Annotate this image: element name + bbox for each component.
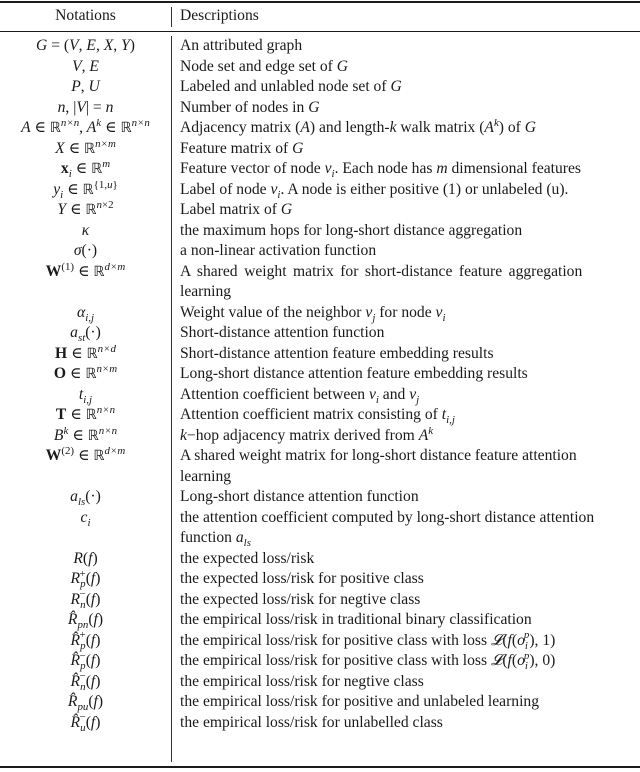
description-cell: A shared weight matrix for long-short distance feature attention bbox=[180, 447, 577, 464]
description-cell: the empirical loss/risk for negtive class bbox=[180, 672, 424, 690]
notation-cell: $x_i$ ∈ ℝ$^m$ bbox=[60, 157, 111, 181]
description-cell: the expected loss/risk for positive class bbox=[180, 570, 424, 587]
notation-cell: A ∈ ℝ$^{n\times n}$, $A^k$ ∈ ℝ$^{n\times n}$ bbox=[21, 116, 150, 136]
description-cell: Attention coefficient matrix consisting of $t_{i,j}$ bbox=[180, 406, 455, 427]
notation-cell: H ∈ ℝ$^{n\times d}$ bbox=[55, 342, 116, 362]
notation-cell: $y_i$ ∈ ℝ$^{\{1,u\}}$ bbox=[53, 178, 118, 201]
description-cell: function $a_{ls}$ bbox=[180, 529, 251, 550]
bottom-rule bbox=[0, 766, 640, 768]
description-cell: the empirical loss/risk for unlabelled class bbox=[180, 713, 443, 731]
notation-cell: $t_{i,j}$ bbox=[78, 385, 93, 406]
description-cell: the maximum hops for long-short distance aggregation bbox=[180, 221, 523, 239]
description-cell: Node set and edge set of G bbox=[180, 57, 349, 75]
notation-cell: P, U bbox=[71, 78, 100, 95]
notation-cell: $R̂_u^-(f)$ bbox=[70, 711, 101, 734]
description-cell: Short-distance attention function bbox=[180, 324, 385, 341]
description-cell: k−hop adjacency matrix derived from $A^k$ bbox=[180, 424, 434, 444]
notation-cell: n, |V| = n bbox=[57, 98, 114, 116]
description-cell: Long-short distance attention function bbox=[180, 488, 419, 505]
notation-cell: $R̂_{pu}(f)$ bbox=[67, 693, 104, 714]
description-cell: the attention coefficient computed by long-short distance attention bbox=[180, 508, 595, 526]
notation-cell: $R̂_p^-(f)$ bbox=[70, 649, 101, 673]
notation-cell: X ∈ ℝ$^{n\times m}$ bbox=[55, 137, 116, 157]
notation-cell: Y ∈ ℝ$^{n\times 2}$ bbox=[57, 198, 114, 218]
description-cell: Label matrix of G bbox=[180, 201, 293, 218]
description-cell: a non-linear activation function bbox=[180, 242, 377, 259]
description-cell: the empirical loss/risk for positive class with loss $𝓛(f(o_i^p)$, 0) bbox=[180, 649, 556, 673]
notation-cell: $\alpha_{i,j}$ bbox=[77, 303, 94, 324]
notation-cell: T ∈ ℝ$^{n\times n}$ bbox=[55, 403, 116, 423]
description-cell: Feature vector of node $v_i$. Each node has m dimensional features bbox=[180, 160, 581, 181]
header-notations: Notations bbox=[55, 7, 116, 24]
notation-cell: G = (V, E, X, Y) bbox=[36, 37, 135, 54]
description-cell: Feature matrix of G bbox=[180, 139, 304, 157]
column-divider bbox=[171, 36, 172, 762]
notation-cell: $c_i$ bbox=[80, 508, 91, 529]
description-cell: the empirical loss/risk for positive class with loss $𝓛(f(o_i^p)$, 1) bbox=[180, 629, 556, 652]
notation-cell: $W^{(2)}$ ∈ ℝ$^{d\times m}$ bbox=[45, 444, 126, 464]
notation-cell: $R_n^-(f)$ bbox=[70, 588, 101, 611]
description-cell: An attributed graph bbox=[180, 37, 303, 54]
notation-cell: $R_p^+(f)$ bbox=[70, 567, 101, 591]
description-cell: Short-distance attention feature embedding results bbox=[180, 344, 494, 362]
description-cell: Label of node $v_i$. A node is either positive (1) or unlabeled (u). bbox=[180, 180, 569, 201]
notation-cell: $W^{(1)}$ ∈ ℝ$^{d\times m}$ bbox=[45, 260, 126, 280]
header-rule bbox=[0, 31, 640, 32]
description-cell: the expected loss/risk for negtive class bbox=[180, 590, 421, 608]
top-rule bbox=[0, 1, 640, 3]
notation-cell: $R̂_n^-(f)$ bbox=[70, 670, 101, 693]
description-cell: learning bbox=[180, 467, 232, 485]
description-cell: Number of nodes in G bbox=[180, 98, 320, 116]
description-cell: the expected loss/risk bbox=[180, 549, 315, 567]
notation-cell: $a_{ls}(\cdot)$ bbox=[70, 488, 101, 509]
notation-cell: $R̂_p^+(f)$ bbox=[70, 629, 101, 652]
notation-cell: $a_{st}(\cdot)$ bbox=[70, 324, 101, 345]
description-cell: Attention coefficient between $v_i$ and $v_j$ bbox=[180, 385, 420, 406]
description-cell: learning bbox=[180, 283, 232, 300]
notation-cell: O ∈ ℝ$^{n\times m}$ bbox=[53, 362, 118, 382]
notation-cell: V, E bbox=[72, 57, 99, 75]
notation-cell: $B^k$ ∈ ℝ$^{n\times n}$ bbox=[53, 424, 118, 444]
description-cell: Weight value of the neighbor $v_j$ for node $v_i$ bbox=[180, 303, 446, 324]
description-cell: the empirical loss/risk for positive and unlabeled learning bbox=[180, 693, 539, 710]
notation-cell: κ bbox=[81, 221, 90, 239]
description-cell: Long-short distance attention feature embedding results bbox=[180, 365, 528, 382]
header-descriptions: Descriptions bbox=[180, 7, 259, 24]
notation-cell: $R̂_{pn}(f)$ bbox=[67, 611, 104, 632]
description-cell: the empirical loss/risk in traditional binary classification bbox=[180, 611, 532, 628]
description-cell: A shared weight matrix for short-distance feature aggregation bbox=[180, 262, 583, 280]
column-divider bbox=[171, 7, 172, 27]
description-cell: Labeled and unlabled node set of G bbox=[180, 78, 402, 95]
notation-cell: σ(·) bbox=[73, 242, 98, 259]
description-cell: Adjacency matrix (A) and length-k walk matrix $(A^k)$ of G bbox=[180, 116, 537, 136]
notation-cell: R(f) bbox=[73, 549, 98, 567]
